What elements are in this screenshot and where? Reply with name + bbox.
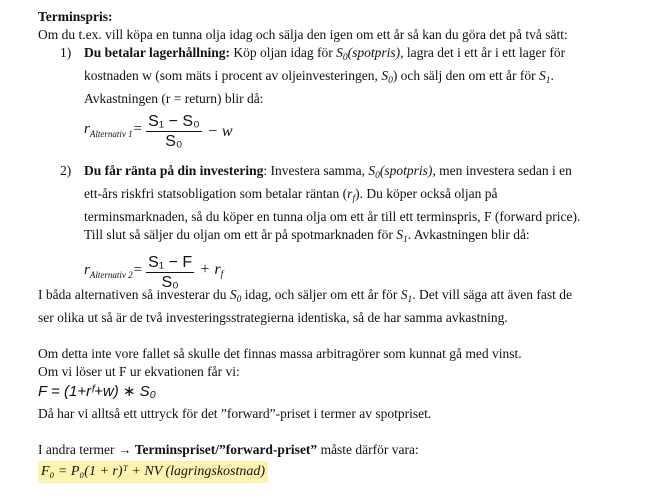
formula2-lhs: $r_{Alternativ 2}=$ [84, 262, 143, 280]
formula1-fraction [146, 112, 202, 151]
formula1-label: Alternativ 1 [89, 129, 133, 139]
s0-symbol-3: $S_0(spotpris)$ [368, 163, 433, 181]
final-formula-row [38, 461, 650, 483]
formula1-tail: − w [207, 122, 233, 140]
alt2-text-f: . Avkastningen blir då: [407, 227, 530, 242]
formula2-tail-text: + r [199, 261, 221, 278]
alt1-line-3: Avkastningen (r = return) blir då: [84, 91, 264, 106]
para4 [38, 441, 650, 459]
alt2-text-a: : Investera samma, [263, 163, 369, 178]
alt1-text-b: , lagra det i ett år i ett lager för [400, 45, 566, 60]
para1-line-2: ser olika ut så är de två investeringsstrategierna identiska, så de har samma avkastning. [38, 310, 508, 325]
s0-symbol: $S_0$ [336, 45, 348, 63]
alt1-line-2 [84, 67, 648, 90]
list-number-1: 1) [60, 45, 72, 60]
para1-text-a: I båda alternativen så investerar du [38, 287, 230, 302]
formula-alternative-1 [84, 112, 648, 156]
section-title: Terminspris: [38, 9, 113, 24]
alt2-text-c: ett-års riskfri statsobligation som betalar räntan ( [84, 186, 348, 201]
intro-paragraph: Om du t.ex. vill köpa en tunna olja idag och sälja den igen om ett år så kan du göra det på två sätt: [38, 27, 568, 42]
formula2-numerator: S₁ − F [148, 254, 193, 271]
alt2-line-3: terminsmarknaden, så du köper en tunna olja om ett år till ett terminspris, F (forward price). [84, 209, 581, 224]
highlighted-formula: F₀ = P₀(1 + r)ᵀ + NV (lagringskostnad) [38, 461, 268, 483]
para3: Då har vi alltså ett uttryck för det ”forward”-priset i termer av spotpriset. [38, 406, 432, 421]
s0-symbol-4: $S_0$ [229, 287, 242, 305]
para2-line-1: Om detta inte vore fallet så skulle det finnas massa arbitragörer som kunnat gå med vinst. [38, 346, 522, 361]
list-number-2: 2) [60, 163, 72, 178]
alt1-text-c: kostnaden w (som mäts i procent av oljeinvesteringen, [84, 68, 382, 83]
formula2-denominator: S₀ [161, 274, 179, 291]
alt2-text-e: Till slut så säljer du oljan om ett år på spotmarknaden för [84, 227, 397, 242]
list-item-alternative-1 [38, 44, 648, 156]
s1-symbol-2: $S_1$ [396, 227, 408, 245]
formula1-denominator: S₀ [165, 133, 183, 150]
alt2-text-d: ). Du köper också oljan på [355, 186, 498, 201]
rf-symbol: $r_f$ [347, 186, 356, 204]
para4-bold: Terminspriset/”forward-priset” [134, 442, 318, 457]
alternatives-list [38, 44, 648, 297]
alt1-text-e: . [550, 68, 554, 83]
alt1-line-1 [84, 44, 648, 67]
list-item-alternative-2 [38, 162, 648, 297]
formula1-numerator: S₁ − S₀ [148, 113, 200, 130]
para1-text-c: . Det vill säga att även fast de [412, 287, 572, 302]
formula2-tail: + $r_f$ [199, 261, 224, 280]
para1-line-1b [38, 286, 650, 309]
spot-word: (spotpris) [347, 45, 401, 60]
alt2-line-4 [84, 226, 648, 249]
para2-line-2: Om vi löser ut F ur ekvationen får vi: [38, 364, 240, 379]
lower-text-block [38, 286, 650, 483]
para4-text-a: I andra termer → [38, 442, 135, 457]
document-page [38, 8, 648, 303]
alt2-heading: Du får ränta på din investering [84, 163, 264, 178]
alt2-text-b: , men investera sedan i en [432, 163, 572, 178]
alt1-heading: Du betalar lagerhållning: [84, 45, 231, 60]
s0-symbol-2: $S_0$ [381, 68, 393, 86]
s1-symbol: $S_1$ [539, 68, 551, 86]
alt2-line-2 [84, 185, 648, 208]
alt2-line-1 [84, 162, 648, 185]
formula1-lhs: $r_{Alternativ 1}=$ [84, 121, 143, 139]
alt1-text-d: ) och sälj den om ett år för [392, 68, 540, 83]
formula2-label: Alternativ 2 [89, 270, 133, 280]
s1-symbol-3: $S_1$ [400, 287, 413, 305]
formula-forward-price: F = (1+rᶠ+w) ∗ S₀ [38, 383, 156, 400]
para4-text-b: måste därför vara: [317, 442, 419, 457]
para1-text-b: idag, och säljer om ett år för [241, 287, 401, 302]
alt1-text-a: Köp oljan idag för [230, 45, 337, 60]
